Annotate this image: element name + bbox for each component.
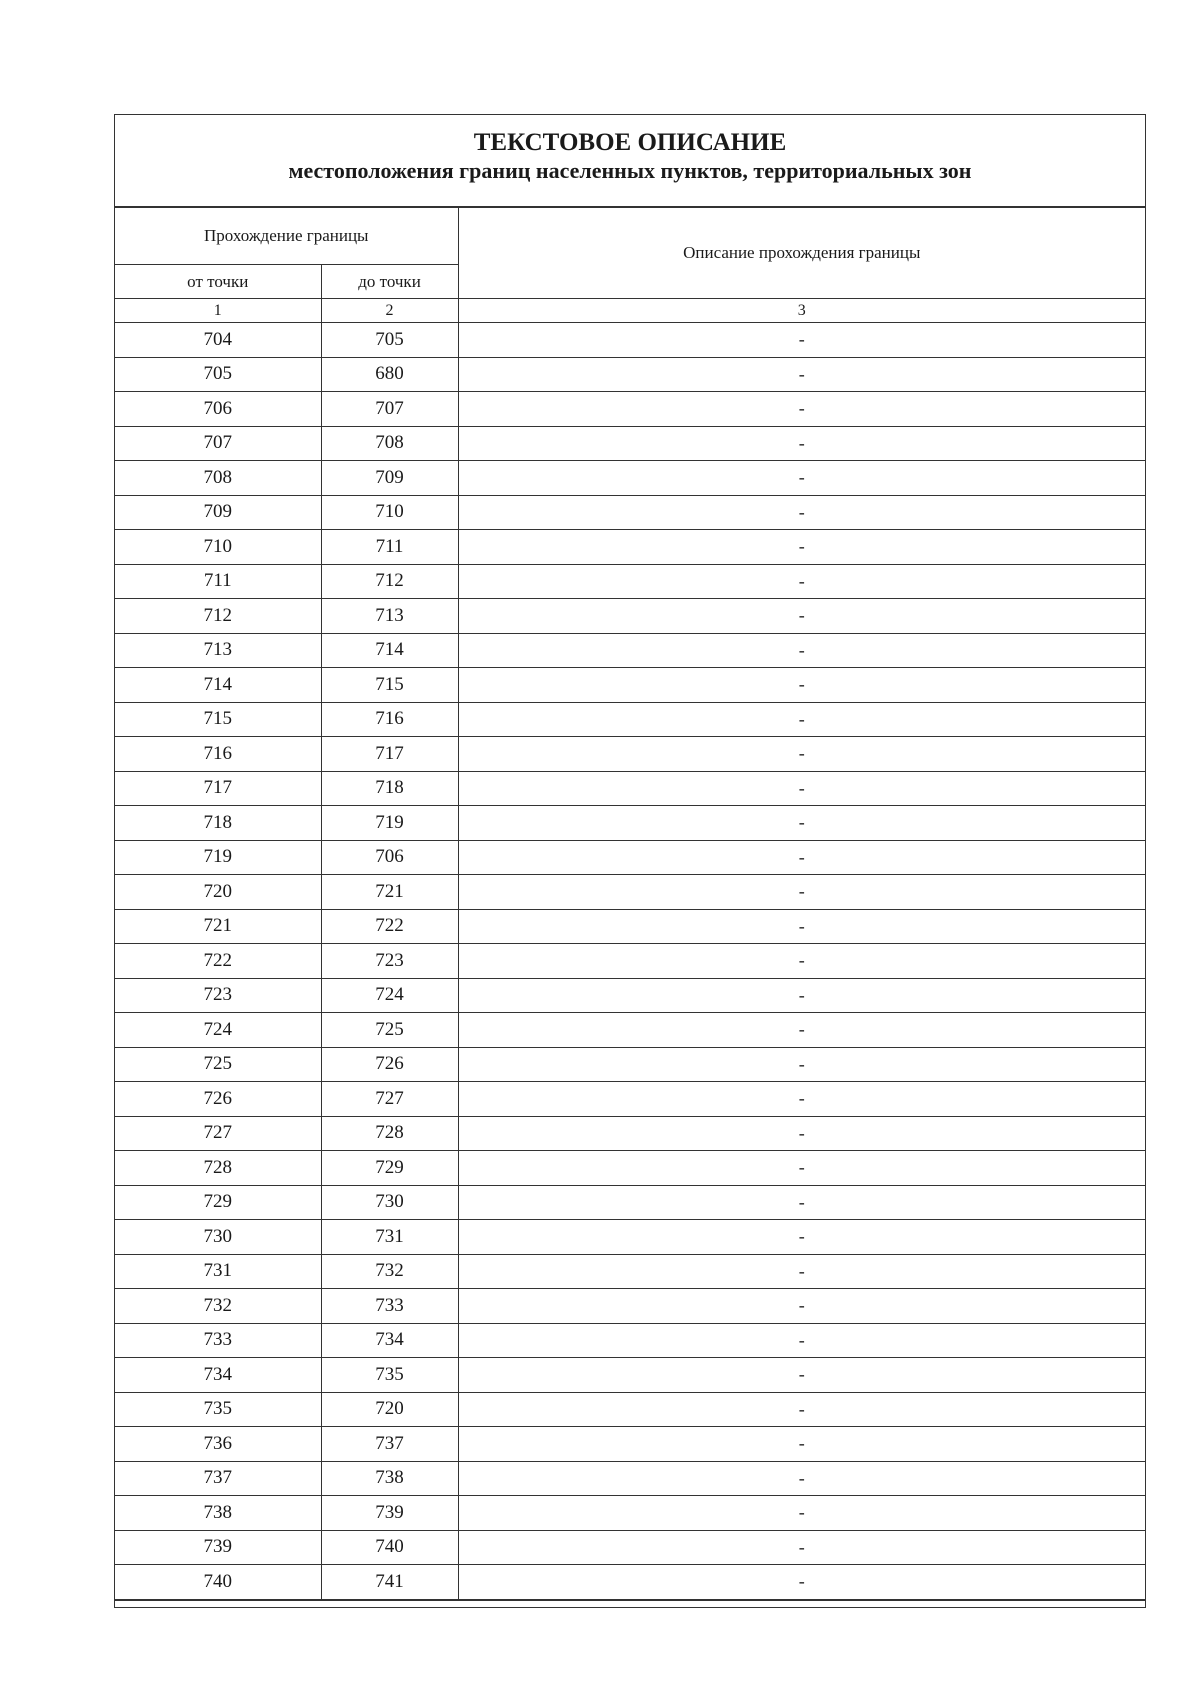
from-point-cell: 715	[115, 702, 321, 737]
table-row	[115, 875, 1145, 910]
from-point-cell: 738	[115, 1496, 321, 1531]
to-point-cell: 710	[321, 495, 458, 530]
to-point-cell: 706	[321, 840, 458, 875]
description-cell: -	[458, 1427, 1145, 1462]
table-row	[115, 1047, 1145, 1082]
to-point-cell: 727	[321, 1082, 458, 1117]
to-point-cell: 705	[321, 323, 458, 358]
column-number-3: 3	[458, 299, 1145, 323]
description-cell: -	[458, 1047, 1145, 1082]
from-point-cell: 707	[115, 426, 321, 461]
header-to-point: до точки	[321, 265, 458, 299]
to-point-cell: 721	[321, 875, 458, 910]
to-point-cell: 738	[321, 1461, 458, 1496]
description-cell: -	[458, 840, 1145, 875]
description-cell: -	[458, 944, 1145, 979]
table-row	[115, 1254, 1145, 1289]
from-point-cell: 732	[115, 1289, 321, 1324]
table-row	[115, 1013, 1145, 1048]
table-row	[115, 806, 1145, 841]
description-cell: -	[458, 909, 1145, 944]
header-boundary-passage: Прохождение границы	[115, 208, 458, 265]
to-point-cell: 732	[321, 1254, 458, 1289]
table-row	[115, 426, 1145, 461]
from-point-cell: 705	[115, 357, 321, 392]
table-row	[115, 1496, 1145, 1531]
description-cell: -	[458, 771, 1145, 806]
description-cell: -	[458, 530, 1145, 565]
description-cell: -	[458, 1565, 1145, 1600]
table-row	[115, 840, 1145, 875]
to-point-cell: 733	[321, 1289, 458, 1324]
to-point-cell: 740	[321, 1530, 458, 1565]
table-row	[115, 1427, 1145, 1462]
to-point-cell: 728	[321, 1116, 458, 1151]
description-cell: -	[458, 1151, 1145, 1186]
description-cell: -	[458, 1392, 1145, 1427]
to-point-cell: 715	[321, 668, 458, 703]
description-cell: -	[458, 1530, 1145, 1565]
from-point-cell: 730	[115, 1220, 321, 1255]
to-point-cell: 719	[321, 806, 458, 841]
to-point-cell: 714	[321, 633, 458, 668]
document-subtitle: местоположения границ населенных пунктов, территориальных зон	[288, 158, 972, 183]
column-number-2: 2	[321, 299, 458, 323]
table-row	[115, 1530, 1145, 1565]
to-point-cell: 741	[321, 1565, 458, 1600]
from-point-cell: 736	[115, 1427, 321, 1462]
table-row	[115, 978, 1145, 1013]
to-point-cell: 725	[321, 1013, 458, 1048]
from-point-cell: 709	[115, 495, 321, 530]
description-cell: -	[458, 461, 1145, 496]
from-point-cell: 712	[115, 599, 321, 634]
from-point-cell: 735	[115, 1392, 321, 1427]
to-point-cell: 729	[321, 1151, 458, 1186]
from-point-cell: 726	[115, 1082, 321, 1117]
from-point-cell: 737	[115, 1461, 321, 1496]
description-cell: -	[458, 1496, 1145, 1531]
table-row	[115, 599, 1145, 634]
to-point-cell: 717	[321, 737, 458, 772]
document-title: ТЕКСТОВОЕ ОПИСАНИЕ	[473, 129, 787, 156]
from-point-cell: 711	[115, 564, 321, 599]
from-point-cell: 723	[115, 978, 321, 1013]
description-cell: -	[458, 737, 1145, 772]
from-point-cell: 708	[115, 461, 321, 496]
description-cell: -	[458, 1323, 1145, 1358]
description-cell: -	[458, 633, 1145, 668]
from-point-cell: 729	[115, 1185, 321, 1220]
table-row	[115, 771, 1145, 806]
table-row	[115, 461, 1145, 496]
table-row	[115, 495, 1145, 530]
from-point-cell: 727	[115, 1116, 321, 1151]
table-row	[115, 1392, 1145, 1427]
description-cell: -	[458, 1116, 1145, 1151]
description-cell: -	[458, 1220, 1145, 1255]
table-body	[115, 323, 1145, 1600]
table-row	[115, 1116, 1145, 1151]
from-point-cell: 704	[115, 323, 321, 358]
description-cell: -	[458, 1185, 1145, 1220]
from-point-cell: 722	[115, 944, 321, 979]
table-row	[115, 702, 1145, 737]
from-point-cell: 714	[115, 668, 321, 703]
table-row	[115, 1220, 1145, 1255]
description-cell: -	[458, 1289, 1145, 1324]
table-row	[115, 909, 1145, 944]
from-point-cell: 731	[115, 1254, 321, 1289]
table-row	[115, 564, 1145, 599]
from-point-cell: 721	[115, 909, 321, 944]
bottom-rule	[115, 1600, 1145, 1607]
to-point-cell: 726	[321, 1047, 458, 1082]
description-cell: -	[458, 495, 1145, 530]
table-row	[115, 1082, 1145, 1117]
document-frame	[114, 114, 1146, 1608]
from-point-cell: 717	[115, 771, 321, 806]
column-number-1: 1	[115, 299, 321, 323]
description-cell: -	[458, 599, 1145, 634]
description-cell: -	[458, 323, 1145, 358]
from-point-cell: 716	[115, 737, 321, 772]
description-cell: -	[458, 702, 1145, 737]
description-cell: -	[458, 1082, 1145, 1117]
description-cell: -	[458, 668, 1145, 703]
from-point-cell: 734	[115, 1358, 321, 1393]
description-cell: -	[458, 978, 1145, 1013]
table-row	[115, 1185, 1145, 1220]
title-block	[115, 115, 1145, 207]
table-row	[115, 668, 1145, 703]
to-point-cell: 712	[321, 564, 458, 599]
to-point-cell: 739	[321, 1496, 458, 1531]
to-point-cell: 709	[321, 461, 458, 496]
to-point-cell: 735	[321, 1358, 458, 1393]
table-row	[115, 323, 1145, 358]
description-cell: -	[458, 392, 1145, 427]
to-point-cell: 737	[321, 1427, 458, 1462]
from-point-cell: 725	[115, 1047, 321, 1082]
to-point-cell: 713	[321, 599, 458, 634]
from-point-cell: 733	[115, 1323, 321, 1358]
from-point-cell: 720	[115, 875, 321, 910]
boundary-table	[115, 207, 1145, 1600]
from-point-cell: 739	[115, 1530, 321, 1565]
description-cell: -	[458, 1254, 1145, 1289]
from-point-cell: 713	[115, 633, 321, 668]
description-cell: -	[458, 426, 1145, 461]
table-row	[115, 530, 1145, 565]
table-row	[115, 1151, 1145, 1186]
to-point-cell: 722	[321, 909, 458, 944]
to-point-cell: 680	[321, 357, 458, 392]
description-cell: -	[458, 564, 1145, 599]
table-row	[115, 1565, 1145, 1600]
header-description: Описание прохождения границы	[458, 208, 1145, 299]
table-row	[115, 737, 1145, 772]
description-cell: -	[458, 1461, 1145, 1496]
to-point-cell: 707	[321, 392, 458, 427]
from-point-cell: 724	[115, 1013, 321, 1048]
to-point-cell: 716	[321, 702, 458, 737]
from-point-cell: 719	[115, 840, 321, 875]
to-point-cell: 731	[321, 1220, 458, 1255]
to-point-cell: 720	[321, 1392, 458, 1427]
table-row	[115, 633, 1145, 668]
to-point-cell: 730	[321, 1185, 458, 1220]
from-point-cell: 740	[115, 1565, 321, 1600]
to-point-cell: 723	[321, 944, 458, 979]
to-point-cell: 734	[321, 1323, 458, 1358]
to-point-cell: 708	[321, 426, 458, 461]
table-row	[115, 1358, 1145, 1393]
header-from-point: от точки	[115, 265, 321, 299]
table-row	[115, 1289, 1145, 1324]
description-cell: -	[458, 357, 1145, 392]
table-row	[115, 1323, 1145, 1358]
table-row	[115, 944, 1145, 979]
from-point-cell: 706	[115, 392, 321, 427]
table-row	[115, 357, 1145, 392]
to-point-cell: 718	[321, 771, 458, 806]
description-cell: -	[458, 875, 1145, 910]
table-row	[115, 392, 1145, 427]
from-point-cell: 710	[115, 530, 321, 565]
description-cell: -	[458, 806, 1145, 841]
table-row	[115, 1461, 1145, 1496]
description-cell: -	[458, 1013, 1145, 1048]
to-point-cell: 724	[321, 978, 458, 1013]
from-point-cell: 718	[115, 806, 321, 841]
description-cell: -	[458, 1358, 1145, 1393]
to-point-cell: 711	[321, 530, 458, 565]
from-point-cell: 728	[115, 1151, 321, 1186]
